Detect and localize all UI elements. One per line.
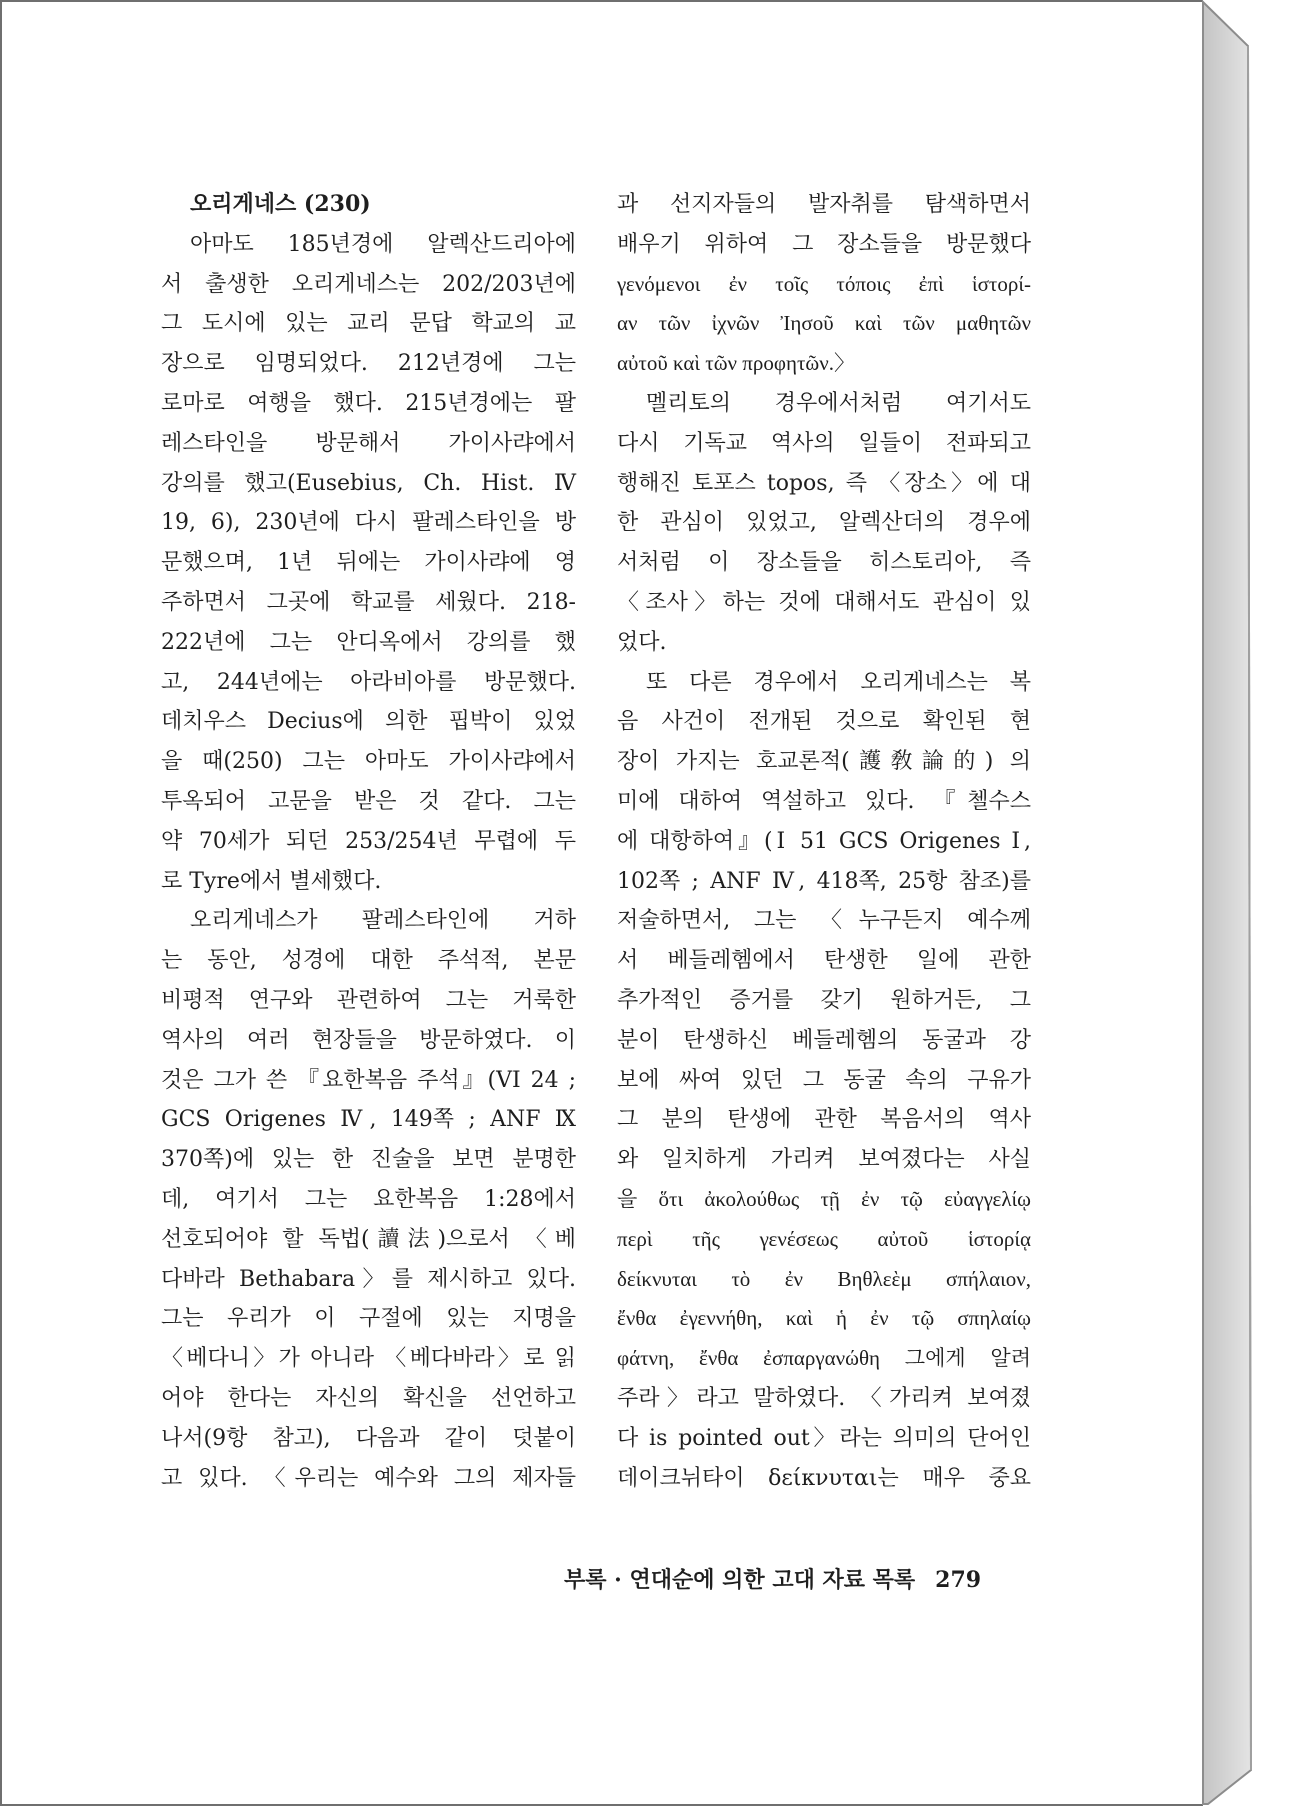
text-line: 102쪽 ; ANF Ⅳ, 418쪽, 25항 참조)를: [617, 868, 1031, 894]
text-line: 다시 기독교 역사의 일들이 전파되고: [617, 430, 1031, 456]
text-line: 한 관심이 있었고, 알렉산더의 경우에: [617, 510, 1031, 536]
text-line: 다바라 Bethabara〉를 제시하고 있다.: [161, 1266, 576, 1292]
text-line: 370쪽)에 있는 한 진술을 보면 분명한: [161, 1147, 576, 1173]
text-line: 로 Tyre에서 별세했다.: [161, 868, 382, 894]
text-line: 배우기 위하여 그 장소들을 방문했다: [617, 231, 1031, 257]
text-line: 로마로 여행을 했다. 215년경에는 팔: [161, 390, 576, 416]
text-line: 그 분의 탄생에 관한 복음서의 역사: [617, 1107, 1031, 1133]
text-line: 19, 6), 230년에 다시 팔레스타인을 방: [161, 510, 576, 536]
text-line: GCS Origenes Ⅳ, 149쪽 ; ANF Ⅸ: [161, 1107, 576, 1133]
text-line: 보에 싸여 있던 그 동굴 속의 구유가: [617, 1067, 1031, 1093]
text-line: 투옥되어 고문을 받은 것 같다. 그는: [161, 788, 576, 814]
text-line: 데, 여기서 그는 요한복음 1:28에서: [161, 1186, 576, 1212]
text-line: 행해진 토포스 topos, 즉 〈장소〉에 대: [617, 470, 1031, 496]
text-line: 미에 대하여 역설하고 있다. 『첼수스: [617, 788, 1031, 814]
text-line: 장으로 임명되었다. 212년경에 그는: [161, 351, 576, 377]
text-line: 아마도 185년경에 알렉산드리아에: [190, 231, 576, 257]
text-line: 서 출생한 오리게네스는 202/203년에: [161, 271, 576, 297]
text-line: 을 때(250) 그는 아마도 가이사랴에서: [161, 749, 576, 775]
text-line: 어야 한다는 자신의 확신을 선언하고: [161, 1385, 576, 1411]
greek-text-line: αὐτοῦ καὶ τῶν προφητῶν.〉: [617, 351, 855, 376]
text-line: 선호되어야 할 독법(讀法)으로서 〈베: [161, 1226, 576, 1252]
text-line: 오리게네스가 팔레스타인에 거하: [190, 908, 576, 934]
text-line: 약 70세가 되던 253/254년 무렵에 두: [161, 828, 576, 854]
text-line: 222년에 그는 안디옥에서 강의를 했: [161, 629, 576, 655]
section-heading: 오리게네스 (230): [190, 191, 371, 217]
running-footer-title: 부록 · 연대순에 의한 고대 자료 목록: [564, 1567, 916, 1593]
greek-text-line: γενόμενοι ἐν τοῖς τόποις ἐπὶ ἱστορί-: [617, 271, 1031, 296]
greek-text-line: ἔνθα ἐγεννήθη, καὶ ἡ ἐν τῷ σπηλαίῳ: [617, 1306, 1031, 1331]
text-line: 비평적 연구와 관련하여 그는 거룩한: [161, 987, 576, 1013]
text-line: 데치우스 Decius에 의한 핍박이 있었: [161, 709, 576, 735]
text-line: 고, 244년에는 아라비아를 방문했다.: [161, 669, 576, 695]
text-line: 분이 탄생하신 베들레헴의 동굴과 강: [617, 1027, 1031, 1053]
text-line: 그는 우리가 이 구절에 있는 지명을: [161, 1306, 576, 1332]
text-line: 서처럼 이 장소들을 히스토리아, 즉: [617, 550, 1031, 576]
text-line: 또 다른 경우에서 오리게네스는 복: [646, 669, 1031, 695]
greek-text-line: αν τῶν ἰχνῶν Ἰησοῦ καὶ τῶν μαθητῶν: [617, 311, 1031, 336]
text-line: 저술하면서, 그는 〈누구든지 예수께: [617, 908, 1031, 934]
text-line: 역사의 여러 현장들을 방문하였다. 이: [161, 1027, 576, 1053]
text-line: 〈조사〉하는 것에 대해서도 관심이 있: [617, 589, 1031, 615]
greek-text-line: φάτνη, ἔνθα ἐσπαργανώθη 그에게 알려: [617, 1346, 1031, 1371]
greek-text-line: δείκνυται τὸ ἐν Βηθλεὲμ σπήλαιον,: [617, 1266, 1031, 1291]
text-line: 나서(9항 참고), 다음과 같이 덧붙이: [161, 1425, 576, 1451]
text-line: 데이크뉘타이 δείκνυται는 매우 중요: [617, 1465, 1031, 1491]
greek-text-line: περὶ τῆς γενέσεως αὐτοῦ ἱστορίᾳ: [617, 1226, 1031, 1251]
text-line: 그 도시에 있는 교리 문답 학교의 교: [161, 311, 576, 337]
text-line: 고 있다. 〈우리는 예수와 그의 제자들: [161, 1465, 576, 1491]
left-column: [161, 185, 576, 1498]
text-line: 었다.: [617, 629, 667, 655]
text-line: 주라〉라고 말하였다. 〈가리켜 보여졌: [617, 1385, 1031, 1411]
text-line: 〈베다니〉가 아니라 〈베다바라〉로 읽: [161, 1346, 576, 1372]
text-line: 서 베들레헴에서 탄생한 일에 관한: [617, 948, 1031, 974]
page-number: 279: [935, 1567, 982, 1593]
text-line: 다 is pointed out〉라는 의미의 단어인: [617, 1425, 1031, 1451]
text-line: 장이 가지는 호교론적(護敎論的) 의: [617, 749, 1031, 775]
text-line: 것은 그가 쓴 『요한복음 주석』(VI 24 ;: [161, 1067, 576, 1093]
book-edge-side: [1203, 2, 1251, 1804]
text-line: 레스타인을 방문해서 가이사랴에서: [161, 430, 576, 456]
text-line: 와 일치하게 가리켜 보여졌다는 사실: [617, 1147, 1031, 1173]
text-line: 멜리토의 경우에서처럼 여기서도: [646, 390, 1031, 416]
text-line: 추가적인 증거를 갖기 원하거든, 그: [617, 987, 1031, 1013]
greek-text-line: 을 ὅτι ἀκολούθως τῇ ἐν τῷ εὐαγγελίῳ: [617, 1186, 1031, 1211]
right-column: [617, 185, 1031, 1498]
text-line: 주하면서 그곳에 학교를 세웠다. 218-: [161, 589, 576, 615]
text-line: 에 대항하여』(Ⅰ 51 GCS Origenes Ⅰ,: [617, 828, 1031, 854]
text-line: 과 선지자들의 발자취를 탐색하면서: [617, 192, 1031, 217]
text-line: 문했으며, 1년 뒤에는 가이사랴에 영: [161, 550, 576, 576]
running-footer: [564, 1560, 981, 1600]
text-line: 는 동안, 성경에 대한 주석적, 본문: [161, 948, 576, 974]
text-line: 강의를 했고(Eusebius, Ch. Hist. Ⅳ: [161, 470, 576, 496]
text-line: 음 사건이 전개된 것으로 확인된 현: [617, 709, 1031, 735]
